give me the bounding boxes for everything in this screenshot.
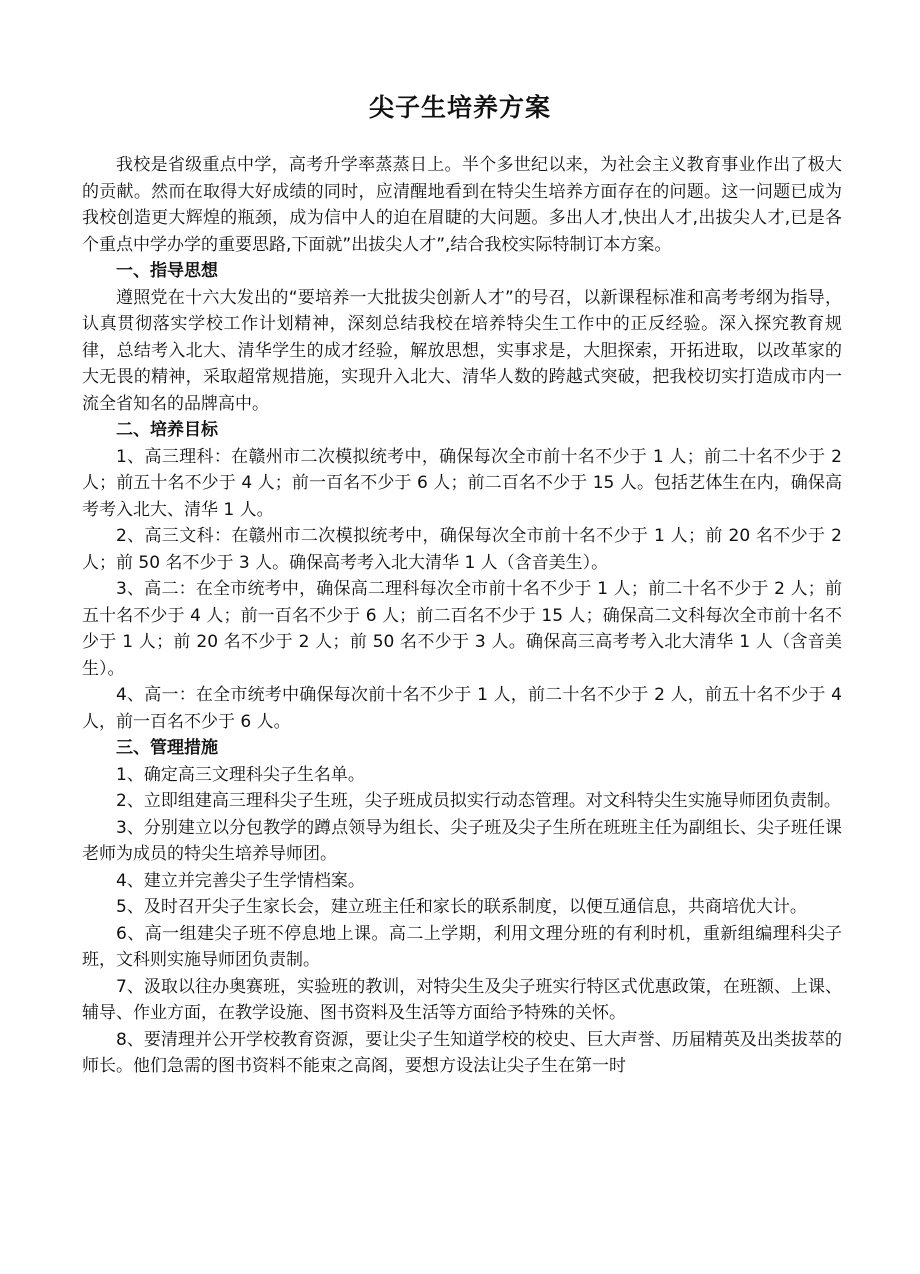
list-item: 2、立即组建高三理科尖子生班，尖子班成员拟实行动态管理。对文科特尖生实施导师团负责制。 bbox=[116, 791, 841, 811]
list-item: 7、汲取以往办奥赛班，实验班的教训，对特尖生及尖子班实行特区式优惠政策，在班额、上课、辅导、作业方面，在教学设施、图书资料及生活等方面给予特殊的关怀。 bbox=[82, 976, 842, 1023]
list-item: 3、分别建立以分包教学的蹲点领导为组长、尖子班及尖子生所在班班主任为副组长、尖子班任课老师为成员的特尖生培养导师团。 bbox=[82, 817, 842, 864]
list-item: 2、高三文科：在赣州市二次模拟统考中，确保每次全市前十名不少于 1 人；前 20 名不少于 2 人；前 50 名不少于 3 人。确保高考考入北大清华 1 人（含音美生）。 bbox=[82, 526, 842, 573]
document-title: 尖子生培养方案 bbox=[368, 93, 551, 122]
list-item: 8、要清理并公开学校教育资源，要让尖子生知道学校的校史、巨大声誉、历届精英及出类拔萃的师长。他们急需的图书资料不能束之高阁，要想方设法让尖子生在第一时 bbox=[82, 1029, 842, 1076]
document-body bbox=[82, 152, 842, 1080]
list-item: 3、高二：在全市统考中，确保高二理科每次全市前十名不少于 1 人；前二十名不少于 2 人；前五十名不少于 4 人；前一百名不少于 6 人；前二百名不少于 15 人；确保高二文科每次全市前十名不少于 1 人；前 20 名不少于 2 人；前 50 名不少于 3 人。确保高三高考考入北大清华 1 人（含音美生）。 bbox=[82, 579, 842, 679]
list-item: 1、确定高三文理科尖子生名单。 bbox=[116, 764, 365, 785]
intro-paragraph: 我校是省级重点中学，高考升学率蒸蒸日上。半个多世纪以来，为社会主义教育事业作出了极大的贡献。然而在取得大好成绩的同时，应清醒地看到在特尖生培养方面存在的问题。这一问题已成为我校创造更大辉煌的瓶颈，成为信中人的迫在眉睫的大问题。多出人才,快出人才,出拔尖人才,已是各个重点中学办学的重要思路,下面就”出拔尖人才”,结合我校实际特制订本方案。 bbox=[82, 155, 842, 255]
list-item: 4、高一：在全市统考中确保每次前十名不少于 1 人，前二十名不少于 2 人，前五十名不少于 4 人，前一百名不少于 6 人。 bbox=[82, 685, 842, 732]
section-heading-training-goals: 二、培养目标 bbox=[116, 420, 218, 440]
body-paragraph: 遵照党在十六大发出的“要培养一大批拔尖创新人才”的号召，以新课程标准和高考考纲为指导，认真贯彻落实学校工作计划精神，深刻总结我校在培养特尖生工作中的正反经验。深入探究教育规律，总结考入北大、清华学生的成才经验，解放思想，实事求是，大胆探索，开拓进取，以改革家的大无畏的精神，采取超常规措施，实现升入北大、清华人数的跨越式突破，把我校切实打造成市内一流全省知名的品牌高中。 bbox=[82, 287, 842, 414]
section-heading-management-measures: 三、管理措施 bbox=[116, 738, 218, 758]
list-item: 4、建立并完善尖子生学情档案。 bbox=[116, 870, 365, 891]
list-item: 5、及时召开尖子生家长会，建立班主任和家长的联系制度，以便互通信息，共商培优大计。 bbox=[116, 897, 807, 917]
section-heading-guiding-ideology: 一、指导思想 bbox=[116, 261, 218, 281]
list-item: 1、高三理科：在赣州市二次模拟统考中，确保每次全市前十名不少于 1 人；前二十名不少于 2 人；前五十名不少于 4 人；前一百名不少于 6 人；前二百名不少于 15 人。包括艺体生在内，确保高考考入北大、清华 1 人。 bbox=[82, 446, 842, 520]
list-item: 6、高一组建尖子班不停息地上课。高二上学期，利用文理分班的有利时机，重新组编理科尖子班，文科则实施导师团负责制。 bbox=[82, 923, 842, 970]
